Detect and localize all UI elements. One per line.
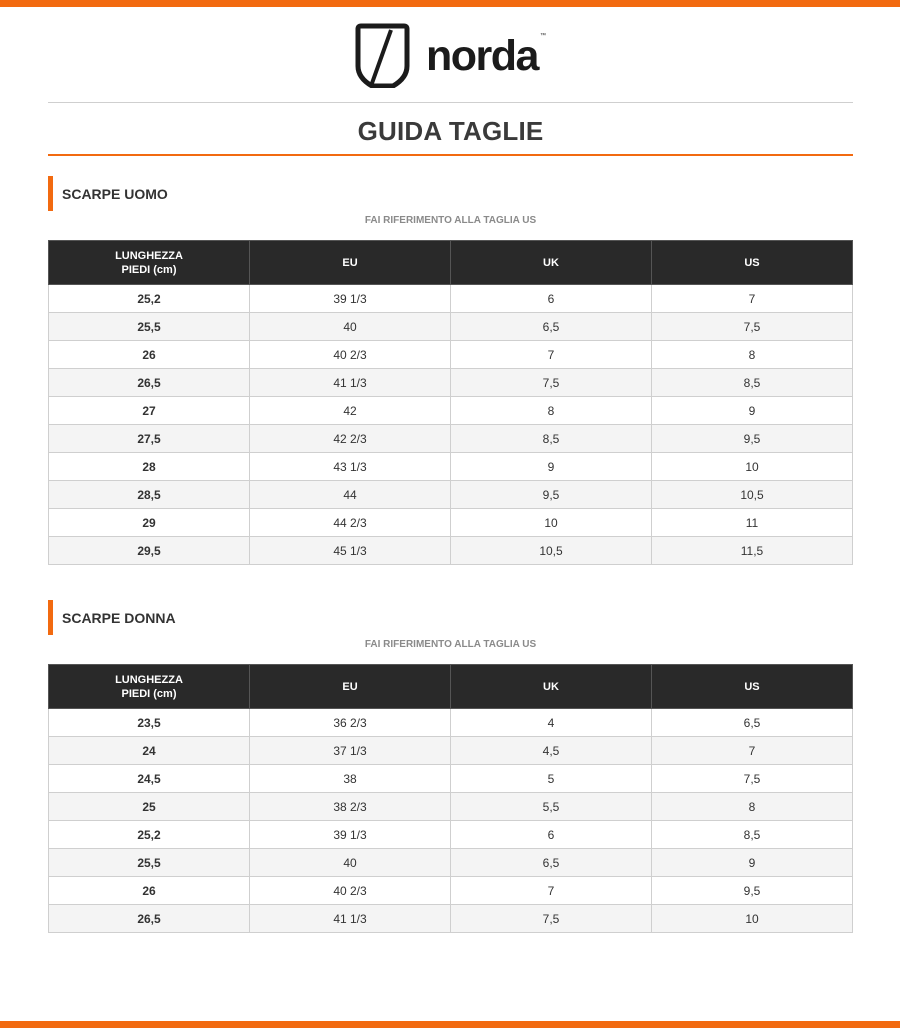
header-uk: UK bbox=[451, 665, 652, 709]
cell-eu: 37 1/3 bbox=[250, 737, 451, 765]
cell-foot-length: 28,5 bbox=[49, 481, 250, 509]
size-table bbox=[48, 240, 853, 565]
cell-eu: 45 1/3 bbox=[250, 537, 451, 565]
table-row bbox=[49, 369, 853, 397]
cell-eu: 40 bbox=[250, 849, 451, 877]
cell-eu: 38 2/3 bbox=[250, 793, 451, 821]
cell-uk: 6 bbox=[451, 285, 652, 313]
cell-eu: 40 2/3 bbox=[250, 877, 451, 905]
cell-uk: 9,5 bbox=[451, 481, 652, 509]
cell-foot-length: 28 bbox=[49, 453, 250, 481]
cell-eu: 41 1/3 bbox=[250, 369, 451, 397]
table-body bbox=[49, 285, 853, 565]
cell-us: 9,5 bbox=[652, 425, 853, 453]
cell-us: 10 bbox=[652, 905, 853, 933]
table-row bbox=[49, 481, 853, 509]
cell-eu: 40 2/3 bbox=[250, 341, 451, 369]
table-row bbox=[49, 737, 853, 765]
table-body bbox=[49, 709, 853, 933]
cell-uk: 10 bbox=[451, 509, 652, 537]
table-row bbox=[49, 537, 853, 565]
size-section-women bbox=[48, 600, 853, 933]
section-heading bbox=[48, 176, 853, 211]
cell-eu: 43 1/3 bbox=[250, 453, 451, 481]
cell-foot-length: 27 bbox=[49, 397, 250, 425]
cell-uk: 4 bbox=[451, 709, 652, 737]
table-row bbox=[49, 341, 853, 369]
cell-foot-length: 26 bbox=[49, 341, 250, 369]
table-row bbox=[49, 877, 853, 905]
cell-uk: 8,5 bbox=[451, 425, 652, 453]
cell-uk: 7 bbox=[451, 341, 652, 369]
section-note: FAI RIFERIMENTO ALLA TAGLIA US bbox=[364, 215, 537, 226]
cell-uk: 7,5 bbox=[451, 905, 652, 933]
cell-foot-length: 29,5 bbox=[49, 537, 250, 565]
cell-foot-length: 24 bbox=[49, 737, 250, 765]
cell-uk: 7 bbox=[451, 877, 652, 905]
cell-uk: 7,5 bbox=[451, 369, 652, 397]
header-divider bbox=[48, 102, 853, 103]
cell-us: 8 bbox=[652, 793, 853, 821]
cell-us: 10 bbox=[652, 453, 853, 481]
header-eu: EU bbox=[250, 665, 451, 709]
table-row bbox=[49, 453, 853, 481]
cell-foot-length: 25,2 bbox=[49, 821, 250, 849]
cell-us: 9 bbox=[652, 397, 853, 425]
cell-uk: 8 bbox=[451, 397, 652, 425]
brand-logo bbox=[355, 22, 546, 90]
cell-uk: 4,5 bbox=[451, 737, 652, 765]
cell-us: 9 bbox=[652, 849, 853, 877]
cell-eu: 39 1/3 bbox=[250, 821, 451, 849]
cell-uk: 10,5 bbox=[451, 537, 652, 565]
cell-eu: 39 1/3 bbox=[250, 285, 451, 313]
cell-uk: 6 bbox=[451, 821, 652, 849]
section-title: SCARPE UOMO bbox=[62, 186, 168, 202]
cell-us: 10,5 bbox=[652, 481, 853, 509]
table-header-row bbox=[49, 241, 853, 285]
shield-logo-icon bbox=[355, 22, 410, 88]
cell-eu: 44 2/3 bbox=[250, 509, 451, 537]
cell-foot-length: 23,5 bbox=[49, 709, 250, 737]
cell-uk: 5,5 bbox=[451, 793, 652, 821]
size-section-men bbox=[48, 176, 853, 565]
cell-us: 8 bbox=[652, 341, 853, 369]
header-foot-length: LUNGHEZZA PIEDI (cm) bbox=[49, 665, 250, 709]
table-row bbox=[49, 313, 853, 341]
table-row bbox=[49, 397, 853, 425]
cell-foot-length: 29 bbox=[49, 509, 250, 537]
section-note: FAI RIFERIMENTO ALLA TAGLIA US bbox=[364, 639, 537, 650]
page-title: GUIDA TAGLIE bbox=[357, 116, 544, 146]
header-us: US bbox=[652, 241, 853, 285]
title-underline bbox=[48, 154, 853, 156]
cell-eu: 40 bbox=[250, 313, 451, 341]
bottom-accent-bar bbox=[0, 1021, 900, 1028]
cell-us: 6,5 bbox=[652, 709, 853, 737]
section-heading bbox=[48, 600, 853, 635]
brand-name: norda bbox=[426, 32, 538, 80]
table-header-row bbox=[49, 665, 853, 709]
cell-foot-length: 25 bbox=[49, 793, 250, 821]
header-foot-length: LUNGHEZZA PIEDI (cm) bbox=[49, 241, 250, 285]
cell-us: 7,5 bbox=[652, 313, 853, 341]
cell-foot-length: 25,5 bbox=[49, 313, 250, 341]
cell-foot-length: 25,2 bbox=[49, 285, 250, 313]
cell-foot-length: 26,5 bbox=[49, 905, 250, 933]
cell-uk: 6,5 bbox=[451, 313, 652, 341]
cell-uk: 6,5 bbox=[451, 849, 652, 877]
cell-us: 8,5 bbox=[652, 369, 853, 397]
section-accent bbox=[48, 600, 53, 635]
cell-us: 7 bbox=[652, 737, 853, 765]
cell-foot-length: 25,5 bbox=[49, 849, 250, 877]
cell-us: 7 bbox=[652, 285, 853, 313]
table-row bbox=[49, 765, 853, 793]
top-accent-bar bbox=[0, 0, 900, 7]
table-row bbox=[49, 425, 853, 453]
cell-eu: 42 bbox=[250, 397, 451, 425]
table-row bbox=[49, 709, 853, 737]
cell-us: 11 bbox=[652, 509, 853, 537]
table-row bbox=[49, 285, 853, 313]
brand-wordmark bbox=[426, 32, 546, 80]
cell-us: 8,5 bbox=[652, 821, 853, 849]
cell-eu: 38 bbox=[250, 765, 451, 793]
cell-foot-length: 26 bbox=[49, 877, 250, 905]
table-row bbox=[49, 849, 853, 877]
cell-us: 9,5 bbox=[652, 877, 853, 905]
cell-uk: 9 bbox=[451, 453, 652, 481]
cell-foot-length: 27,5 bbox=[49, 425, 250, 453]
header-eu: EU bbox=[250, 241, 451, 285]
cell-uk: 5 bbox=[451, 765, 652, 793]
cell-foot-length: 24,5 bbox=[49, 765, 250, 793]
cell-eu: 44 bbox=[250, 481, 451, 509]
trademark-symbol: ™ bbox=[539, 33, 546, 39]
cell-eu: 36 2/3 bbox=[250, 709, 451, 737]
cell-foot-length: 26,5 bbox=[49, 369, 250, 397]
table-row bbox=[49, 905, 853, 933]
cell-eu: 42 2/3 bbox=[250, 425, 451, 453]
header-uk: UK bbox=[451, 241, 652, 285]
section-title: SCARPE DONNA bbox=[62, 610, 176, 626]
cell-us: 7,5 bbox=[652, 765, 853, 793]
table-row bbox=[49, 793, 853, 821]
cell-eu: 41 1/3 bbox=[250, 905, 451, 933]
header-us: US bbox=[652, 665, 853, 709]
cell-us: 11,5 bbox=[652, 537, 853, 565]
table-row bbox=[49, 821, 853, 849]
section-accent bbox=[48, 176, 53, 211]
table-row bbox=[49, 509, 853, 537]
size-table bbox=[48, 664, 853, 933]
